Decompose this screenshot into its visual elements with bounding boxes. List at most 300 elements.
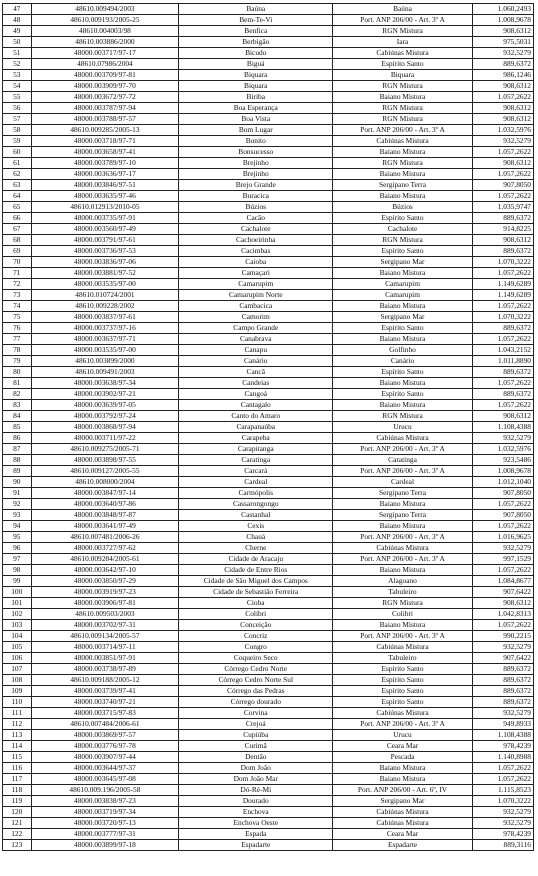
reference-field: Port. ANP 206/00 - Art. 3º A (333, 554, 473, 565)
reference-field: Iara (333, 37, 473, 48)
row-number: 79 (3, 356, 32, 367)
table-row (3, 796, 534, 807)
row-number: 54 (3, 81, 32, 92)
reference-field: Sergipano Terra (333, 180, 473, 191)
row-number: 69 (3, 246, 32, 257)
table-row (3, 136, 534, 147)
field-name: Enchova Oeste (179, 818, 333, 829)
field-name: Brejo Grande (179, 180, 333, 191)
field-name: Córrego Cedro Norte (179, 664, 333, 675)
price-value: 1.035,9747 (472, 202, 533, 213)
price-value: 1.140,8988 (472, 752, 533, 763)
row-number: 116 (3, 763, 32, 774)
field-name: Camarupim (179, 279, 333, 290)
price-value: 1.057,2622 (472, 169, 533, 180)
field-name: Camarupim Norte (179, 290, 333, 301)
table-row (3, 15, 534, 26)
row-number: 67 (3, 224, 32, 235)
process-number: 48000.003714/97-11 (31, 642, 179, 653)
reference-field: Colibri (333, 609, 473, 620)
process-number: 48000.003727/97-62 (31, 543, 179, 554)
process-number: 48610.009503/2003 (31, 609, 179, 620)
reference-field: RGN Mistura (333, 114, 473, 125)
price-value: 1.011,8890 (472, 356, 533, 367)
table-row (3, 367, 534, 378)
row-number: 109 (3, 686, 32, 697)
reference-field: Biquara (333, 70, 473, 81)
row-number: 51 (3, 48, 32, 59)
reference-field: Baiano Mistura (333, 268, 473, 279)
price-value: 907,6422 (472, 653, 533, 664)
reference-field: RGN Mistura (333, 235, 473, 246)
table-row (3, 147, 534, 158)
field-name: Caratinga (179, 455, 333, 466)
table-row (3, 532, 534, 543)
field-name: Carapanaúba (179, 422, 333, 433)
process-number: 48000.003868/97-94 (31, 422, 179, 433)
row-number: 97 (3, 554, 32, 565)
reference-field: Baiano Mistura (333, 400, 473, 411)
price-value: 932,5279 (472, 433, 533, 444)
price-table (2, 3, 534, 851)
row-number: 63 (3, 180, 32, 191)
reference-field: Baiano Mistura (333, 620, 473, 631)
row-number: 117 (3, 774, 32, 785)
row-number: 64 (3, 191, 32, 202)
process-number: 48000.003919/97-23 (31, 587, 179, 598)
price-value: 1.070,3222 (472, 796, 533, 807)
reference-field: Espírito Santo (333, 367, 473, 378)
reference-field: Baiano Mistura (333, 301, 473, 312)
price-value: 908,6312 (472, 158, 533, 169)
process-number: 48610.009.196/2005-58 (31, 785, 179, 796)
price-value: 986,1246 (472, 70, 533, 81)
row-number: 80 (3, 367, 32, 378)
table-row (3, 48, 534, 59)
process-number: 48000.003640/97-86 (31, 499, 179, 510)
table-row (3, 246, 534, 257)
table-row (3, 114, 534, 125)
table-row (3, 213, 534, 224)
table-row (3, 235, 534, 246)
process-number: 48000.003735/97-91 (31, 213, 179, 224)
field-name: Dentão (179, 752, 333, 763)
row-number: 119 (3, 796, 32, 807)
process-number: 48000.003906/97-81 (31, 598, 179, 609)
row-number: 84 (3, 411, 32, 422)
price-value: 889,6372 (472, 697, 533, 708)
row-number: 52 (3, 59, 32, 70)
row-number: 73 (3, 290, 32, 301)
process-number: 48000.003838/97-23 (31, 796, 179, 807)
row-number: 56 (3, 103, 32, 114)
field-name: Chauá (179, 532, 333, 543)
field-name: Cangoá (179, 389, 333, 400)
field-name: Espadarte (179, 840, 333, 851)
process-number: 48610.009491/2003 (31, 367, 179, 378)
reference-field: Alagoano (333, 576, 473, 587)
field-name: Bom Lugar (179, 125, 333, 136)
row-number: 72 (3, 279, 32, 290)
row-number: 91 (3, 488, 32, 499)
field-name: Carapeba (179, 433, 333, 444)
process-number: 48000.003535/97-00 (31, 279, 179, 290)
table-row (3, 609, 534, 620)
table-row (3, 191, 534, 202)
reference-field: Cachalote (333, 224, 473, 235)
field-name: Biquara (179, 81, 333, 92)
price-value: 975,5031 (472, 37, 533, 48)
field-name: Cacimbas (179, 246, 333, 257)
price-value: 907,8050 (472, 488, 533, 499)
price-value: 908,6312 (472, 411, 533, 422)
reference-field: Cabiúnas Mistura (333, 708, 473, 719)
table-row (3, 477, 534, 488)
price-value: 1.057,2622 (472, 334, 533, 345)
process-number: 48000.003787/97-94 (31, 103, 179, 114)
table-row (3, 554, 534, 565)
field-name: Castanhal (179, 510, 333, 521)
row-number: 99 (3, 576, 32, 587)
field-name: Baúna (179, 4, 333, 15)
field-name: Carcará (179, 466, 333, 477)
table-row (3, 378, 534, 389)
field-name: Coqueiro Seco (179, 653, 333, 664)
reference-field: Sergipano Mar (333, 796, 473, 807)
field-name: Cachalote (179, 224, 333, 235)
field-name: Cupiúba (179, 730, 333, 741)
price-value: 889,6372 (472, 323, 533, 334)
field-name: Colibri (179, 609, 333, 620)
table-row (3, 125, 534, 136)
row-number: 57 (3, 114, 32, 125)
process-number: 48000.003717/97-17 (31, 48, 179, 59)
table-row (3, 455, 534, 466)
row-number: 108 (3, 675, 32, 686)
price-value: 1.057,2622 (472, 400, 533, 411)
price-value: 997,1529 (472, 554, 533, 565)
field-name: Concriz (179, 631, 333, 642)
price-value: 1.084,8677 (472, 576, 533, 587)
reference-field: Baiano Mistura (333, 521, 473, 532)
reference-field: Cabiúnas Mistura (333, 807, 473, 818)
table-row (3, 334, 534, 345)
table-row (3, 686, 534, 697)
reference-field: Camarupim (333, 279, 473, 290)
price-value: 1.060,2493 (472, 4, 533, 15)
table-row (3, 818, 534, 829)
process-number: 48610.009285/2005-13 (31, 125, 179, 136)
price-value: 1.057,2622 (472, 301, 533, 312)
process-number: 48000.003560/97-49 (31, 224, 179, 235)
reference-field: RGN Mistura (333, 103, 473, 114)
table-row (3, 422, 534, 433)
row-number: 121 (3, 818, 32, 829)
reference-field: Cabiúnas Mistura (333, 818, 473, 829)
process-number: 48610.009193/2005-25 (31, 15, 179, 26)
table-row (3, 279, 534, 290)
price-value: 889,6372 (472, 664, 533, 675)
reference-field: RGN Mistura (333, 26, 473, 37)
table-row (3, 202, 534, 213)
table-row (3, 26, 534, 37)
price-value: 889,6372 (472, 246, 533, 257)
table-row (3, 268, 534, 279)
price-value: 1.057,2622 (472, 92, 533, 103)
price-value: 908,6312 (472, 114, 533, 125)
row-number: 120 (3, 807, 32, 818)
table-row (3, 499, 534, 510)
price-value: 949,8933 (472, 719, 533, 730)
table-row (3, 697, 534, 708)
price-value: 1.057,2622 (472, 763, 533, 774)
process-number: 48000.003702/97-31 (31, 620, 179, 631)
field-name: Corvina (179, 708, 333, 719)
field-name: Cambacica (179, 301, 333, 312)
price-value: 1.008,9678 (472, 466, 533, 477)
field-name: Biriba (179, 92, 333, 103)
field-name: Cidade de Aracaju (179, 554, 333, 565)
field-name: Bicudo (179, 48, 333, 59)
reference-field: Port. ANP 206/00 - Art. 3º A (333, 466, 473, 477)
process-number: 48610.009188/2005-12 (31, 675, 179, 686)
process-number: 48000.003658/97-41 (31, 147, 179, 158)
field-name: Dom João (179, 763, 333, 774)
row-number: 85 (3, 422, 32, 433)
process-number: 48000.003851/97-91 (31, 653, 179, 664)
row-number: 59 (3, 136, 32, 147)
field-name: Canapu (179, 345, 333, 356)
table-row (3, 345, 534, 356)
reference-field: Urucu (333, 422, 473, 433)
process-number: 48000.003850/97-29 (31, 576, 179, 587)
field-name: Cidade de São Miguel dos Campos (179, 576, 333, 587)
process-number: 48610.009228/2002 (31, 301, 179, 312)
table-row (3, 444, 534, 455)
row-number: 66 (3, 213, 32, 224)
field-name: Carapitanga (179, 444, 333, 455)
table-row (3, 433, 534, 444)
process-number: 48000.003642/97-10 (31, 565, 179, 576)
table-row (3, 389, 534, 400)
reference-field: Espírito Santo (333, 246, 473, 257)
field-name: Camaçari (179, 268, 333, 279)
field-name: Conceição (179, 620, 333, 631)
price-value: 1.057,2622 (472, 620, 533, 631)
price-value: 914,8225 (472, 224, 533, 235)
process-number: 48000.003715/97-83 (31, 708, 179, 719)
reference-field: Cabiúnas Mistura (333, 136, 473, 147)
price-value: 932,5279 (472, 807, 533, 818)
table-row (3, 37, 534, 48)
process-number: 48000.003837/97-61 (31, 312, 179, 323)
process-number: 48610.010724/2001 (31, 290, 179, 301)
table-row (3, 4, 534, 15)
row-number: 81 (3, 378, 32, 389)
price-value: 932,5279 (472, 543, 533, 554)
row-number: 60 (3, 147, 32, 158)
process-number: 48610.007484/2006-61 (31, 719, 179, 730)
row-number: 113 (3, 730, 32, 741)
table-row (3, 510, 534, 521)
table-row (3, 59, 534, 70)
reference-field: Baiano Mistura (333, 169, 473, 180)
table-row (3, 785, 534, 796)
field-name: Cidade de Sebastião Ferreira (179, 587, 333, 598)
price-value: 889,3116 (472, 840, 533, 851)
price-value: 1.057,2622 (472, 378, 533, 389)
reference-field: Sergipano Terra (333, 510, 473, 521)
table-row (3, 411, 534, 422)
row-number: 83 (3, 400, 32, 411)
price-value: 908,6312 (472, 26, 533, 37)
field-name: Cassarongongo (179, 499, 333, 510)
price-value: 908,6312 (472, 81, 533, 92)
field-name: Carmópolis (179, 488, 333, 499)
reference-field: Cardeal (333, 477, 473, 488)
process-number: 48000.003637/97-71 (31, 334, 179, 345)
price-value: 889,6372 (472, 686, 533, 697)
row-number: 114 (3, 741, 32, 752)
process-number: 48000.003709/97-81 (31, 70, 179, 81)
process-number: 48000.003672/97-72 (31, 92, 179, 103)
reference-field: Cabiúnas Mistura (333, 433, 473, 444)
reference-field: Ceara Mar (333, 741, 473, 752)
reference-field: Baiano Mistura (333, 378, 473, 389)
price-value: 1.057,2622 (472, 499, 533, 510)
price-value: 889,6372 (472, 389, 533, 400)
reference-field: Espírito Santo (333, 213, 473, 224)
table-row (3, 521, 534, 532)
process-number: 48000.003907/97-44 (31, 752, 179, 763)
field-name: Córrego das Pedras (179, 686, 333, 697)
row-number: 50 (3, 37, 32, 48)
field-name: Biguá (179, 59, 333, 70)
row-number: 100 (3, 587, 32, 598)
table-row (3, 488, 534, 499)
process-number: 48000.003736/97-53 (31, 246, 179, 257)
process-number: 48000.003836/97-06 (31, 257, 179, 268)
table-row (3, 103, 534, 114)
field-name: Congro (179, 642, 333, 653)
price-value: 908,6312 (472, 103, 533, 114)
row-number: 47 (3, 4, 32, 15)
reference-field: RGN Mistura (333, 81, 473, 92)
reference-field: Baiano Mistura (333, 499, 473, 510)
field-name: Cacão (179, 213, 333, 224)
price-value: 932,5279 (472, 642, 533, 653)
price-table-body (3, 4, 534, 851)
table-row (3, 466, 534, 477)
reference-field: Golfinho (333, 345, 473, 356)
table-row (3, 169, 534, 180)
field-name: Cioba (179, 598, 333, 609)
reference-field: Espírito Santo (333, 697, 473, 708)
price-value: 1.043,2152 (472, 345, 533, 356)
field-name: Canário (179, 356, 333, 367)
field-name: Canabrava (179, 334, 333, 345)
process-number: 48610.009275/2005-71 (31, 444, 179, 455)
row-number: 118 (3, 785, 32, 796)
field-name: Bonsucesso (179, 147, 333, 158)
row-number: 94 (3, 521, 32, 532)
process-number: 48000.003848/97-87 (31, 510, 179, 521)
reference-field: Port. ANP 206/00 - Art. 3º A (333, 719, 473, 730)
row-number: 110 (3, 697, 32, 708)
process-number: 48000.003881/97-52 (31, 268, 179, 279)
price-value: 978,4239 (472, 829, 533, 840)
row-number: 111 (3, 708, 32, 719)
table-row (3, 70, 534, 81)
price-value: 889,6372 (472, 675, 533, 686)
row-number: 65 (3, 202, 32, 213)
row-number: 77 (3, 334, 32, 345)
row-number: 95 (3, 532, 32, 543)
reference-field: Camarupim (333, 290, 473, 301)
price-value: 1.008,9678 (472, 15, 533, 26)
reference-field: Espírito Santo (333, 686, 473, 697)
reference-field: Port. ANP 206/00 - Art. 3º A (333, 444, 473, 455)
reference-field: Baiano Mistura (333, 92, 473, 103)
price-value: 1.032,5976 (472, 444, 533, 455)
row-number: 62 (3, 169, 32, 180)
process-number: 48000.003711/97-22 (31, 433, 179, 444)
row-number: 78 (3, 345, 32, 356)
field-name: Biquara (179, 70, 333, 81)
row-number: 102 (3, 609, 32, 620)
process-number: 48000.003738/97-89 (31, 664, 179, 675)
row-number: 92 (3, 499, 32, 510)
reference-field: Port. ANP 206/00 - Art. 3º A (333, 532, 473, 543)
process-number: 48000.003740/97-21 (31, 697, 179, 708)
field-name: Búzios (179, 202, 333, 213)
process-number: 48000.003777/97-31 (31, 829, 179, 840)
row-number: 76 (3, 323, 32, 334)
price-value: 990,2215 (472, 631, 533, 642)
process-number: 48610.004003/98 (31, 26, 179, 37)
price-value: 907,8050 (472, 180, 533, 191)
process-number: 48000.003902/97-21 (31, 389, 179, 400)
reference-field: Búzios (333, 202, 473, 213)
table-row (3, 598, 534, 609)
row-number: 98 (3, 565, 32, 576)
table-row (3, 807, 534, 818)
reference-field: Port. ANP 206/00 - Art. 3º A (333, 15, 473, 26)
row-number: 86 (3, 433, 32, 444)
price-value: 1.149,6289 (472, 290, 533, 301)
table-row (3, 400, 534, 411)
table-row (3, 708, 534, 719)
reference-field: Tabuleiro (333, 587, 473, 598)
price-value: 1.070,3222 (472, 257, 533, 268)
table-row (3, 719, 534, 730)
process-number: 48000.003899/97-18 (31, 840, 179, 851)
field-name: Cachoeirinha (179, 235, 333, 246)
field-name: Dourado (179, 796, 333, 807)
price-value: 889,6372 (472, 367, 533, 378)
process-number: 48000.003535/97-00 (31, 345, 179, 356)
row-number: 88 (3, 455, 32, 466)
row-number: 104 (3, 631, 32, 642)
row-number: 82 (3, 389, 32, 400)
reference-field: Baiano Mistura (333, 334, 473, 345)
table-row (3, 224, 534, 235)
process-number: 48610.07986/2004 (31, 59, 179, 70)
reference-field: Sergipano Terra (333, 488, 473, 499)
table-row (3, 312, 534, 323)
field-name: Caioba (179, 257, 333, 268)
reference-field: Sergipano Mar (333, 257, 473, 268)
